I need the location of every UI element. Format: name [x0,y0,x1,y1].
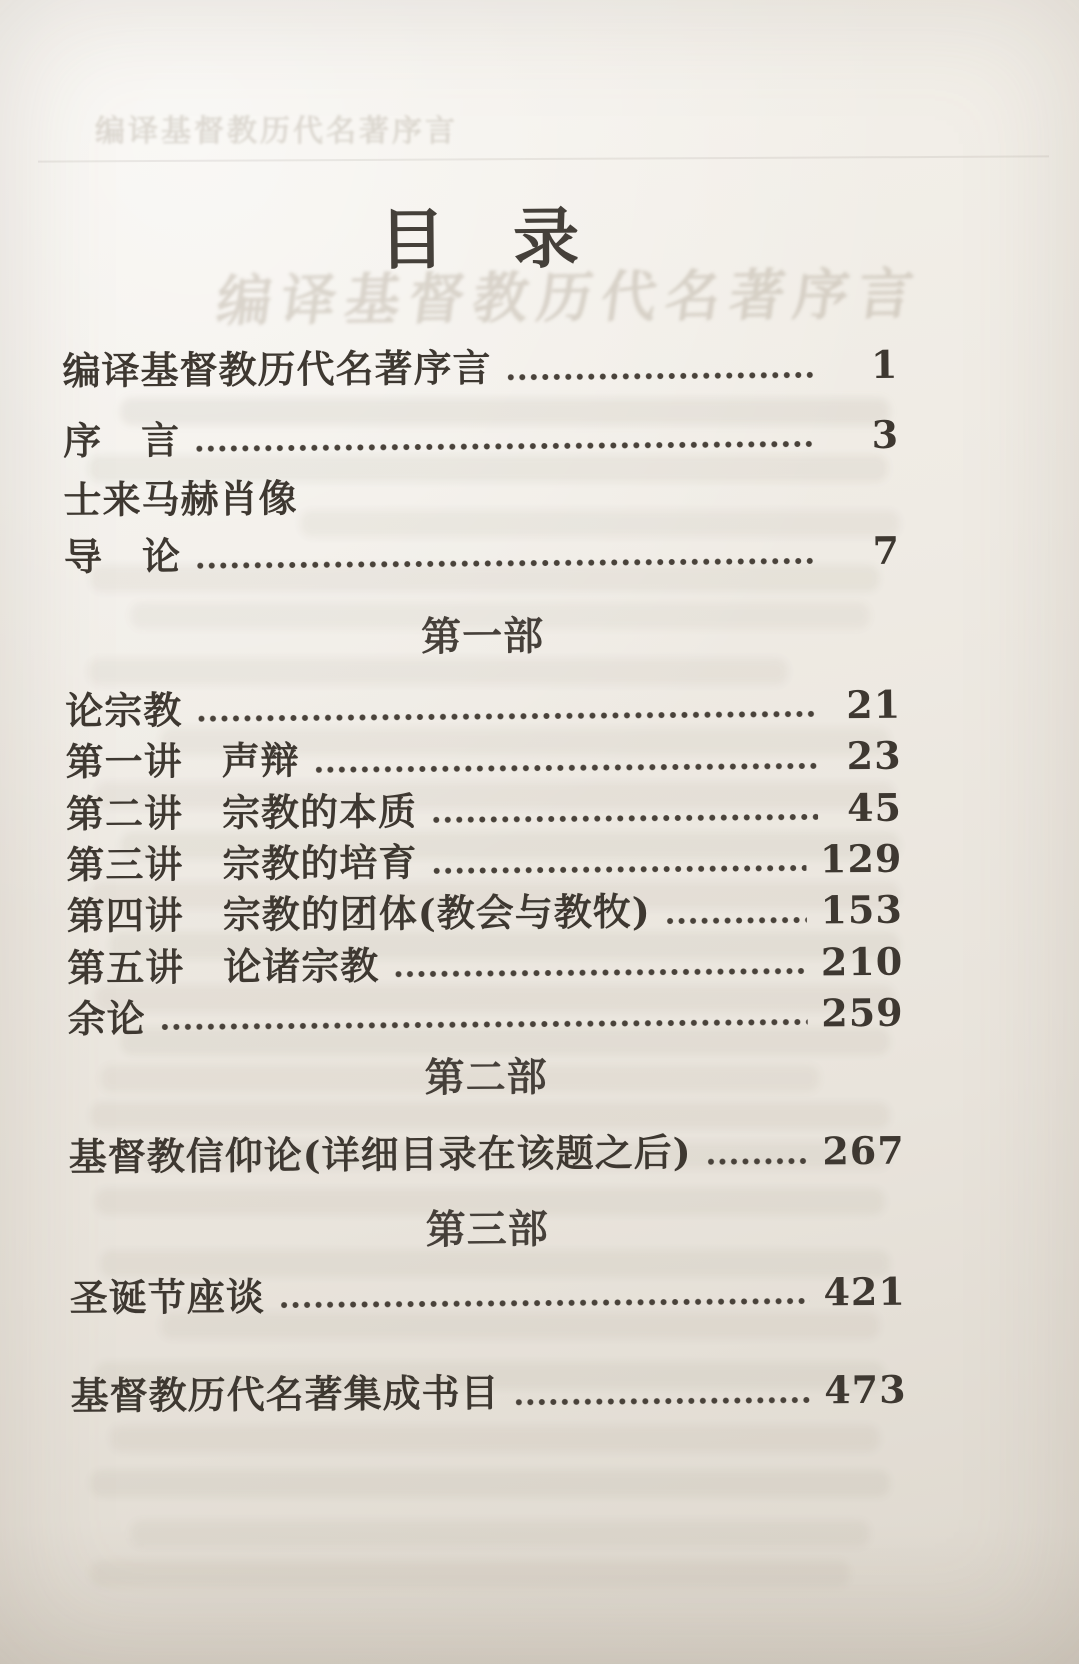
dot-leader [197,556,816,570]
toc-entry-label: 第一讲 声辩 [65,737,300,785]
toc-entry-label: 第二讲 宗教的本质 [65,788,418,836]
toc-entry-page: 3 [871,411,900,457]
toc-entry-label: 编译基督教历代名著序言 [62,345,492,394]
ghost-large-title: 编译基督教历代名著序言 [212,260,927,334]
dot-leader [433,864,806,876]
toc-entry-label: 序 言 [62,416,181,463]
dot-leader [516,1395,811,1406]
toc-entry-page: 7 [872,528,901,574]
dot-leader [316,761,818,774]
dot-leader [508,370,815,381]
part-heading: 第一部 [420,612,545,661]
toc-entry-label: 第五讲 论诸宗教 [67,942,380,990]
toc-entry [69,1126,905,1182]
bleed-through-line [130,1520,870,1547]
toc-entry-page: 473 [824,1366,907,1413]
toc-entry-page: 210 [820,938,904,985]
dot-leader [198,710,817,724]
toc-entry [70,1365,906,1421]
toc-entry-label: 士来马赫肖像 [63,475,298,523]
dot-leader [433,812,818,824]
page-title: 目 录 [378,199,581,279]
dot-leader [708,1156,809,1166]
toc-entry [67,885,903,941]
toc-entry-page: 21 [846,681,902,727]
toc-entry-label: 基督教信仰论(详细目录在该题之后) [68,1129,692,1180]
toc-entry-page: 45 [846,784,903,830]
toc-entry [65,679,901,735]
dot-leader [395,967,807,979]
ghost-header-rule [38,155,1049,162]
toc-entry-label: 圣诞节座谈 [69,1273,266,1321]
toc-entry-label: 论宗教 [65,687,183,734]
dot-leader [162,1018,808,1032]
toc-entry [65,731,901,787]
toc-entry [63,469,899,525]
part-heading: 第二部 [424,1053,548,1102]
toc-entry-page: 153 [820,887,903,933]
toc-content [61,197,927,1423]
ghost-running-head: 编译基督教历代名著序言 [95,114,458,149]
toc-entry-label: 余论 [67,995,146,1042]
toc-entry-page: 1 [870,341,899,388]
toc-entry [66,834,902,890]
toc-entry-page: 421 [823,1268,906,1315]
toc-entry [67,936,903,992]
toc-entry [64,526,900,582]
dot-leader [667,915,807,925]
bottom-shadow [0,1524,1079,1664]
toc-entry [70,1267,906,1323]
toc-entry-label: 基督教历代名著集成书目 [70,1370,500,1419]
toc-entry-label: 第三讲 宗教的培育 [66,839,418,888]
toc-entry-label: 第四讲 宗教的团体(教会与教牧) [66,889,651,939]
toc-entry-page: 129 [819,835,903,882]
toc-entry [62,340,898,396]
toc-entry-page: 23 [846,732,902,779]
toc-entry [66,782,902,838]
toc-entry [63,409,899,465]
dot-leader [196,439,815,453]
toc-entry-label: 导 论 [63,533,182,580]
toc-entry-page: 259 [821,989,904,1036]
part-heading: 第三部 [425,1205,549,1254]
toc-entry [67,988,903,1044]
bleed-through-line [110,1425,880,1452]
dot-leader [281,1297,810,1310]
bleed-through-line [90,1470,890,1497]
toc-entry-page: 267 [822,1128,905,1174]
bleed-through-line [90,1560,850,1587]
